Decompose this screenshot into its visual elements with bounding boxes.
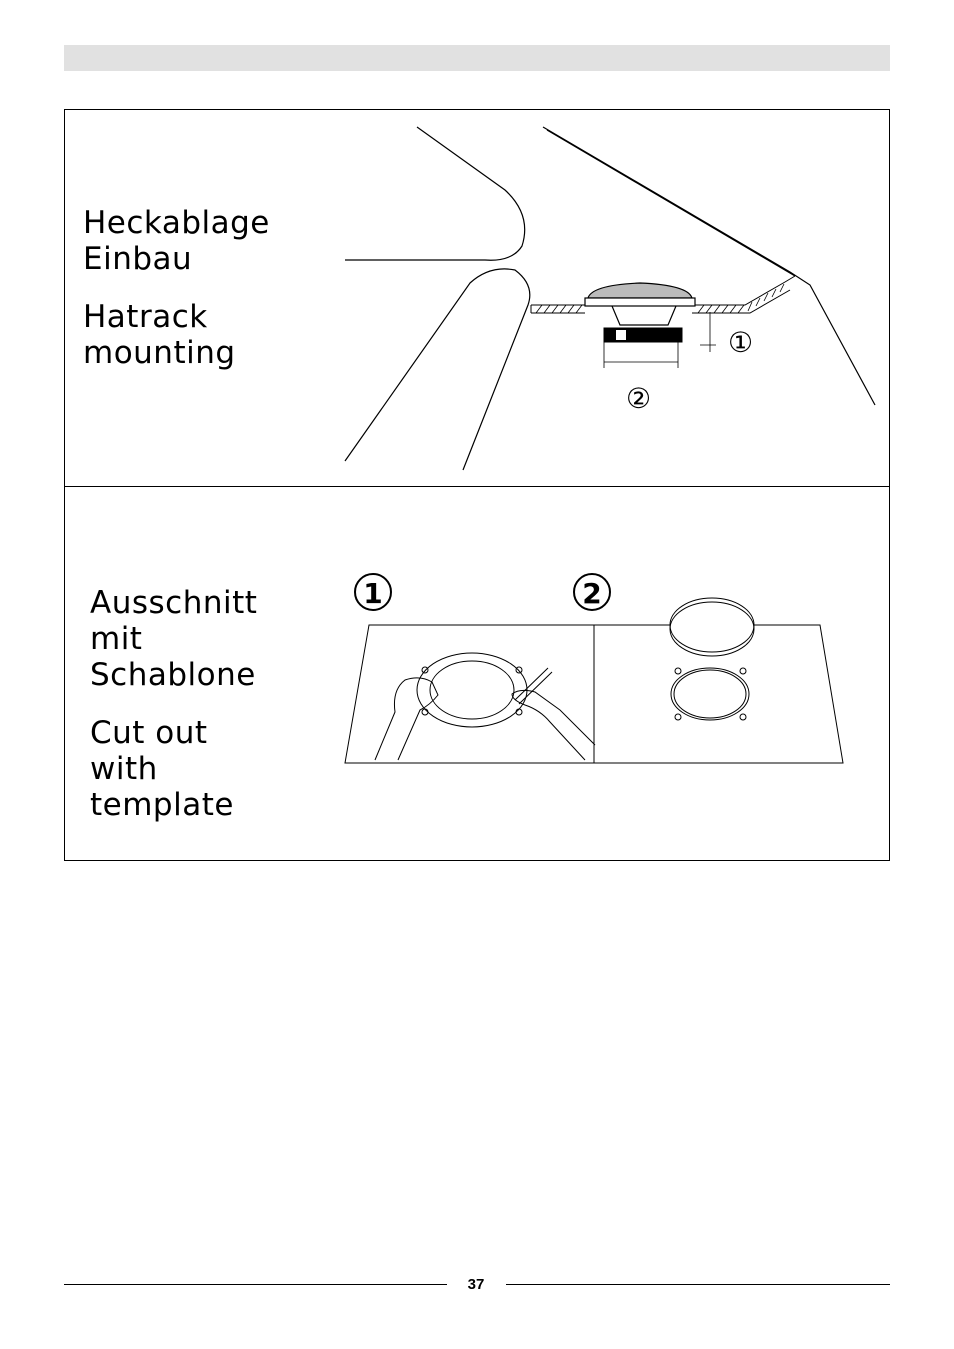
- left-hand: [375, 678, 438, 760]
- title-de-line: Schablone: [90, 657, 256, 693]
- callout-2: ②: [626, 382, 652, 415]
- pencil: [515, 668, 552, 704]
- template-outer: [417, 653, 527, 727]
- page-number: 37: [467, 1276, 485, 1293]
- cut-hole: [671, 668, 749, 720]
- footer-line-left: [64, 1284, 447, 1285]
- footer-line-right: [506, 1284, 890, 1285]
- title-de-line: Einbau: [83, 241, 193, 277]
- title-en-line: Hatrack: [83, 299, 208, 335]
- title-en-line: mounting: [83, 335, 236, 371]
- title-en-line: Cut out: [90, 715, 208, 751]
- title-de-line: mit: [90, 621, 143, 657]
- step-2-label: 2: [582, 577, 602, 610]
- title-de-line: Ausschnitt: [90, 585, 258, 621]
- title-en-line: template: [90, 787, 234, 823]
- callout-1: ①: [728, 326, 754, 359]
- title-de-line: Heckablage: [83, 205, 270, 241]
- step-1-label: 1: [363, 577, 383, 610]
- title-en-line: with: [90, 751, 158, 787]
- template-inner: [430, 661, 514, 719]
- removed-cutout: [670, 598, 754, 652]
